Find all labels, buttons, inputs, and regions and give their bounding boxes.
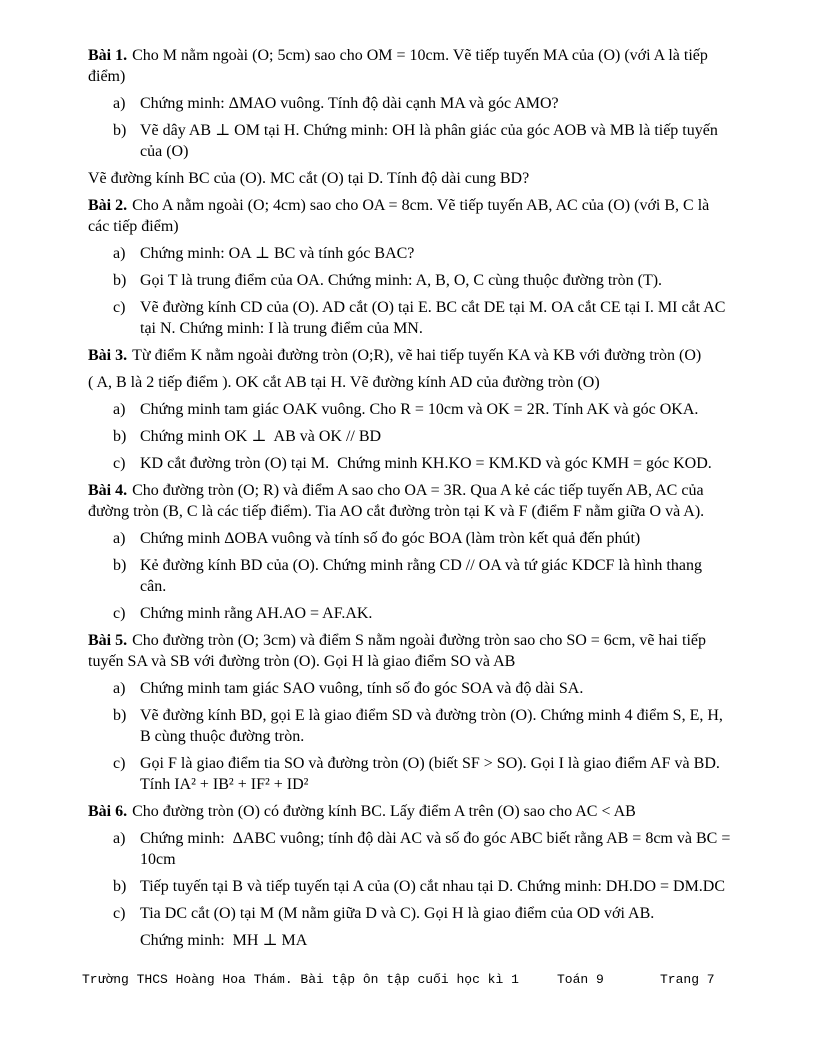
problem-statement: Cho đường tròn (O; R) và điểm A sao cho OA = 3R. Qua A kẻ các tiếp tuyến AB, AC của đường tròn (B, C là các tiếp điểm). Tia AO cắt đường tròn tại K và F (điểm F nằm giữa O và A). xyxy=(88,482,708,520)
footer-page-number: Trang 7 xyxy=(660,972,715,987)
problem-intro xyxy=(88,480,732,522)
list-item-text: Chứng minh OK ⊥ AB và OK // BD xyxy=(140,428,382,445)
list-item-b xyxy=(88,120,732,162)
list-marker: a) xyxy=(113,95,126,112)
list-item-c xyxy=(88,297,732,339)
list-item-a xyxy=(88,828,735,870)
problem-label: Bài 3. xyxy=(88,347,128,364)
list-item-text: Chứng minh rằng AH.AO = AF.AK. xyxy=(140,605,373,622)
list-item-text: Chứng minh ΔOBA vuông và tính số đo góc BOA (làm tròn kết quả đến phút) xyxy=(140,530,641,547)
problem-4 xyxy=(88,480,732,624)
list-marker: a) xyxy=(113,830,126,847)
problem-outro: Vẽ đường kính BC của (O). MC cắt (O) tại D. Tính độ dài cung BD? xyxy=(88,170,530,187)
list-marker: b) xyxy=(113,428,127,445)
list-marker: a) xyxy=(113,245,126,262)
list-marker: c) xyxy=(113,905,126,922)
list-item-text: Gọi F là giao điểm tia SO và đường tròn (O) (biết SF > SO). Gọi I là giao điểm AF và BD. Tính IA² + IB² + IF² + ID² xyxy=(140,755,724,793)
problem-label: Bài 6. xyxy=(88,803,128,820)
footer-school-title: Trường THCS Hoàng Hoa Thám. Bài tập ôn tập cuối học kì 1 xyxy=(82,972,519,987)
problem-intro xyxy=(88,345,732,366)
list-marker: a) xyxy=(113,401,126,418)
list-item-b xyxy=(88,555,732,597)
problem-6 xyxy=(88,801,735,951)
problem-intro-continued: ( A, B là 2 tiếp điểm ). OK cắt AB tại H. Vẽ đường kính AD của đường tròn (O) xyxy=(88,374,600,391)
list-item-text: Chứng minh: ΔABC vuông; tính độ dài AC và số đo góc ABC biết rằng AB = 8cm và BC = 10cm xyxy=(140,830,735,868)
list-item-a xyxy=(88,399,732,420)
list-marker: c) xyxy=(113,299,126,316)
list-item-b xyxy=(88,426,732,447)
footer-subject: Toán 9 xyxy=(557,972,604,987)
list-item-b xyxy=(88,270,732,291)
problem-statement: Từ điểm K nằm ngoài đường tròn (O;R), vẽ hai tiếp tuyến KA và KB với đường tròn (O) xyxy=(132,347,702,364)
problem-statement: Cho A nằm ngoài (O; 4cm) sao cho OA = 8cm. Vẽ tiếp tuyến AB, AC của (O) (với B, C là các tiếp điểm) xyxy=(88,197,714,235)
list-marker: b) xyxy=(113,878,127,895)
list-item-text: Chứng minh tam giác SAO vuông, tính số đo góc SOA và độ dài SA. xyxy=(140,680,584,697)
list-item-text: Vẽ đường kính BD, gọi E là giao điểm SD và đường tròn (O). Chứng minh 4 điểm S, E, H, B cùng thuộc đường tròn. xyxy=(140,707,727,745)
list-item-a xyxy=(88,528,732,549)
list-item-text: Gọi T là trung điểm của OA. Chứng minh: A, B, O, C cùng thuộc đường tròn (T). xyxy=(140,272,663,289)
list-item-text: Kẻ đường kính BD của (O). Chứng minh rằng CD // OA và tứ giác KDCF là hình thang cân. xyxy=(140,557,706,595)
page-footer xyxy=(82,972,742,990)
list-item-text: Tiếp tuyến tại B và tiếp tuyến tại A của (O) cắt nhau tại D. Chứng minh: DH.DO = DM.DC xyxy=(140,878,726,895)
problem-intro xyxy=(88,801,732,822)
problem-statement: Cho M nằm ngoài (O; 5cm) sao cho OM = 10cm. Vẽ tiếp tuyến MA của (O) (với A là tiếp điểm) xyxy=(88,47,712,85)
list-marker: b) xyxy=(113,707,127,724)
list-item-b xyxy=(88,705,732,747)
list-item-c xyxy=(88,453,732,474)
problem-intro xyxy=(88,45,732,87)
list-item-text: Vẽ đường kính CD của (O). AD cắt (O) tại E. BC cắt DE tại M. OA cắt CE tại I. MI cắt AC tại N. Chứng minh: I là trung điểm của MN. xyxy=(140,299,730,337)
list-item-text-continued: Chứng minh: MH ⊥ MA xyxy=(140,932,308,949)
problem-2 xyxy=(88,195,732,339)
problem-5 xyxy=(88,630,732,795)
list-marker: b) xyxy=(113,122,127,139)
list-item-b xyxy=(88,876,732,897)
problem-statement: Cho đường tròn (O; 3cm) và điểm S nằm ngoài đường tròn sao cho SO = 6cm, vẽ hai tiếp tuyến SA và SB với đường tròn (O). Gọi H là giao điểm SO và AB xyxy=(88,632,710,670)
problem-3 xyxy=(88,345,732,474)
problem-label: Bài 2. xyxy=(88,197,128,214)
list-item-c xyxy=(88,603,732,624)
list-marker: b) xyxy=(113,557,127,574)
list-item-text: KD cắt đường tròn (O) tại M. Chứng minh KH.KO = KM.KD và góc KMH = góc KOD. xyxy=(140,455,712,472)
problem-intro xyxy=(88,630,732,672)
list-item-a xyxy=(88,678,732,699)
list-item-text: Chứng minh: ΔMAO vuông. Tính độ dài cạnh MA và góc AMO? xyxy=(140,95,559,112)
list-item-text: Chứng minh: OA ⊥ BC và tính góc BAC? xyxy=(140,245,415,262)
list-marker: b) xyxy=(113,272,127,289)
problem-statement: Cho đường tròn (O) có đường kính BC. Lấy điểm A trên (O) sao cho AC < AB xyxy=(132,803,636,820)
list-marker: c) xyxy=(113,455,126,472)
list-marker: a) xyxy=(113,530,126,547)
problem-label: Bài 5. xyxy=(88,632,128,649)
problem-label: Bài 4. xyxy=(88,482,128,499)
problem-label: Bài 1. xyxy=(88,47,128,64)
list-marker: a) xyxy=(113,680,126,697)
list-item-text: Vẽ dây AB ⊥ OM tại H. Chứng minh: OH là phân giác của góc AOB và MB là tiếp tuyến của (O) xyxy=(140,122,722,160)
list-marker: c) xyxy=(113,755,126,772)
list-item-text: Tia DC cắt (O) tại M (M nằm giữa D và C). Gọi H là giao điểm của OD với AB. xyxy=(140,905,655,922)
problem-intro xyxy=(88,195,732,237)
list-item-c xyxy=(88,753,732,795)
list-item-a xyxy=(88,243,732,264)
problem-1 xyxy=(88,45,732,189)
list-item-a xyxy=(88,93,732,114)
list-item-c xyxy=(88,903,732,951)
list-marker: c) xyxy=(113,605,126,622)
list-item-text: Chứng minh tam giác OAK vuông. Cho R = 10cm và OK = 2R. Tính AK và góc OKA. xyxy=(140,401,699,418)
